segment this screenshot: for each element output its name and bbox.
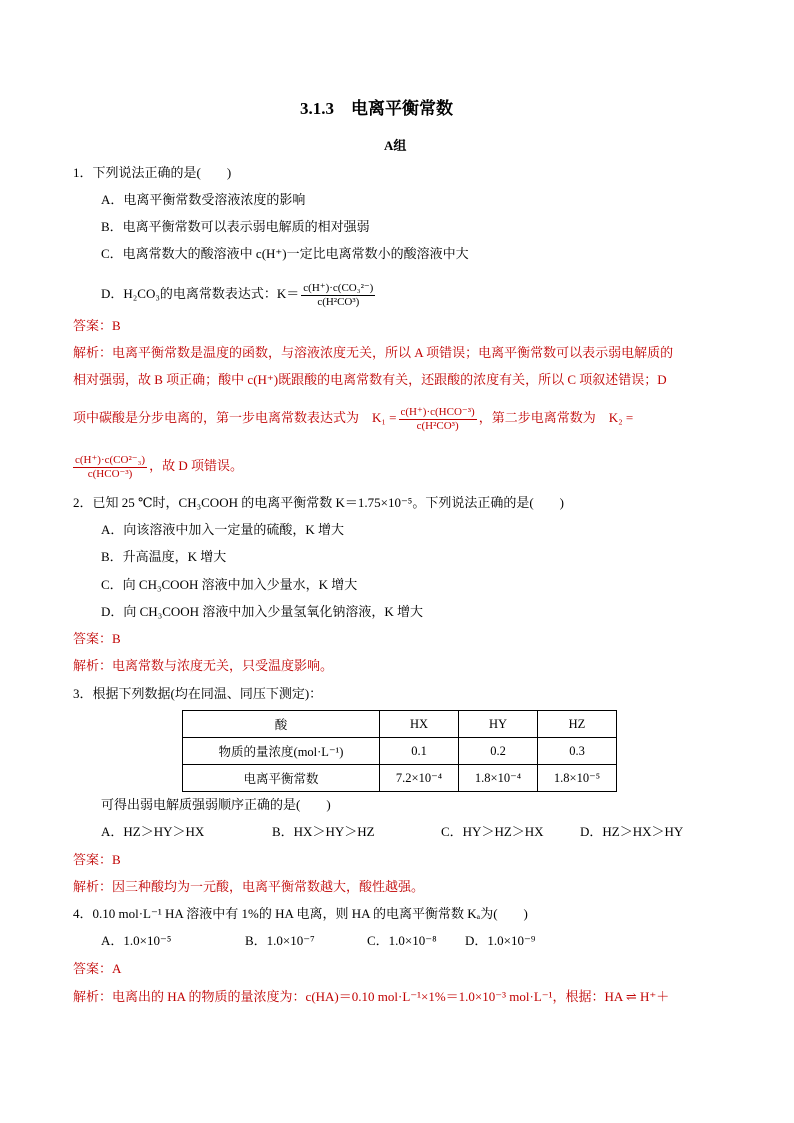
table-header-cell: HX (380, 711, 459, 738)
q3-data-table (182, 710, 617, 792)
q1-option-d-prefix: D．H₂CO₃的电离常数表达式：K＝ (101, 286, 300, 301)
q4-option-a: A．1.0×10⁻⁵ (101, 933, 172, 948)
table-header-cell: HY (459, 711, 538, 738)
q1-d-numerator: c(H⁺)·c(CO₃²⁻) (303, 281, 374, 294)
k2-numerator: c(H⁺)·c(CO²⁻₃) (75, 453, 146, 466)
k1-fraction (399, 406, 477, 433)
table-cell: 0.2 (459, 738, 538, 765)
q3-stem: 3．根据下列数据(均在同温、同压下测定)： (73, 686, 323, 701)
q1-option-c: C．电离常数大的酸溶液中 c(H⁺)一定比电离常数小的酸溶液中大 (101, 246, 469, 261)
q1-expl-end: ，故 D 项错误。 (149, 458, 243, 473)
table-cell: 7.2×10⁻⁴ (380, 765, 459, 792)
table-header-cell: 酸 (183, 711, 380, 738)
table-row (183, 765, 617, 792)
table-cell: 1.8×10⁻⁴ (459, 765, 538, 792)
group-label: A组 (384, 138, 407, 153)
q4-option-b: B．1.0×10⁻⁷ (245, 933, 315, 948)
q1-option-a: A．电离平衡常数受溶液浓度的影响 (101, 192, 306, 207)
q3-option-c: C．HY＞HZ＞HX (441, 824, 544, 839)
q3-option-a: A．HZ＞HY＞HX (101, 824, 205, 839)
q1-stem: 1．下列说法正确的是( ) (73, 165, 232, 180)
q2-option-c: C．向 CH₃COOH 溶液中加入少量水，K 增大 (101, 577, 358, 592)
k2-fraction (73, 454, 147, 481)
q1-expl-k2-prefix: ，第二步电离常数为 K₂ = (478, 410, 634, 425)
q2-option-b: B．升高温度，K 增大 (101, 549, 227, 564)
q4-answer: 答案：A (73, 961, 122, 976)
q1-d-denominator: c(H²CO³) (317, 295, 360, 308)
q2-stem: 2．已知 25 ℃时，CH₃COOH 的电离平衡常数 K＝1.75×10⁻⁵。下列说法正确的是( ) (73, 495, 564, 510)
q1-explanation-line2: 相对强弱，故 B 项正确；酸中 c(H⁺)既跟酸的电离常数有关，还跟酸的浓度有关，所以 C 项叙述错误；D (73, 372, 667, 387)
table-cell: 1.8×10⁻⁵ (538, 765, 617, 792)
q1-expl-k1-prefix: 项中碳酸是分步电离的，第一步电离常数表达式为 K₁ = (73, 410, 397, 425)
q4-option-c: C．1.0×10⁻⁸ (367, 933, 437, 948)
q3-option-b: B．HX＞HY＞HZ (272, 824, 375, 839)
table-cell: 物质的量浓度(mol·L⁻¹) (183, 738, 380, 765)
table-cell: 0.3 (538, 738, 617, 765)
table-header-row (183, 711, 617, 738)
k1-denominator: c(H²CO³) (416, 419, 459, 432)
q3-prompt: 可得出弱电解质强弱顺序正确的是( ) (101, 797, 331, 812)
table-header-cell: HZ (538, 711, 617, 738)
q2-option-a: A．向该溶液中加入一定量的硫酸，K 增大 (101, 522, 345, 537)
table-row (183, 738, 617, 765)
page-title: 3.1.3 电离平衡常数 (300, 99, 453, 118)
q4-stem: 4．0.10 mol·L⁻¹ HA 溶液中有 1%的 HA 电离，则 HA 的电离平衡常数 Kₐ为( ) (73, 906, 528, 921)
k2-denominator: c(HCO⁻³) (87, 467, 133, 480)
q3-option-d: D．HZ＞HX＞HY (580, 824, 684, 839)
q4-explanation: 解析：电离出的 HA 的物质的量浓度为：c(HA)＝0.10 mol·L⁻¹×1%＝1.0×10⁻³ mol·L⁻¹，根据：HA ⇌ H⁺＋ (73, 989, 670, 1004)
q1-option-d-fraction (301, 282, 375, 309)
q3-explanation: 解析：因三种酸均为一元酸，电离平衡常数越大，酸性越强。 (73, 879, 425, 894)
q2-explanation: 解析：电离常数与浓度无关，只受温度影响。 (73, 658, 334, 673)
q1-option-d (101, 275, 377, 313)
table-cell: 电离平衡常数 (183, 765, 380, 792)
q2-answer: 答案：B (73, 631, 121, 646)
q1-answer: 答案：B (73, 318, 121, 333)
q1-option-b: B．电离平衡常数可以表示弱电解质的相对强弱 (101, 219, 370, 234)
q1-explanation-line1: 解析：电离平衡常数是温度的函数，与溶液浓度无关，所以 A 项错误；电离平衡常数可以表示弱电解质的 (73, 345, 674, 360)
q1-explanation-line3 (73, 400, 633, 436)
table-cell: 0.1 (380, 738, 459, 765)
q3-answer: 答案：B (73, 852, 121, 867)
q2-option-d: D．向 CH₃COOH 溶液中加入少量氢氧化钠溶液，K 增大 (101, 604, 423, 619)
q4-option-d: D．1.0×10⁻⁹ (465, 933, 536, 948)
k1-numerator: c(H⁺)·c(HCO⁻³) (400, 405, 475, 418)
q1-explanation-line4 (71, 448, 243, 484)
